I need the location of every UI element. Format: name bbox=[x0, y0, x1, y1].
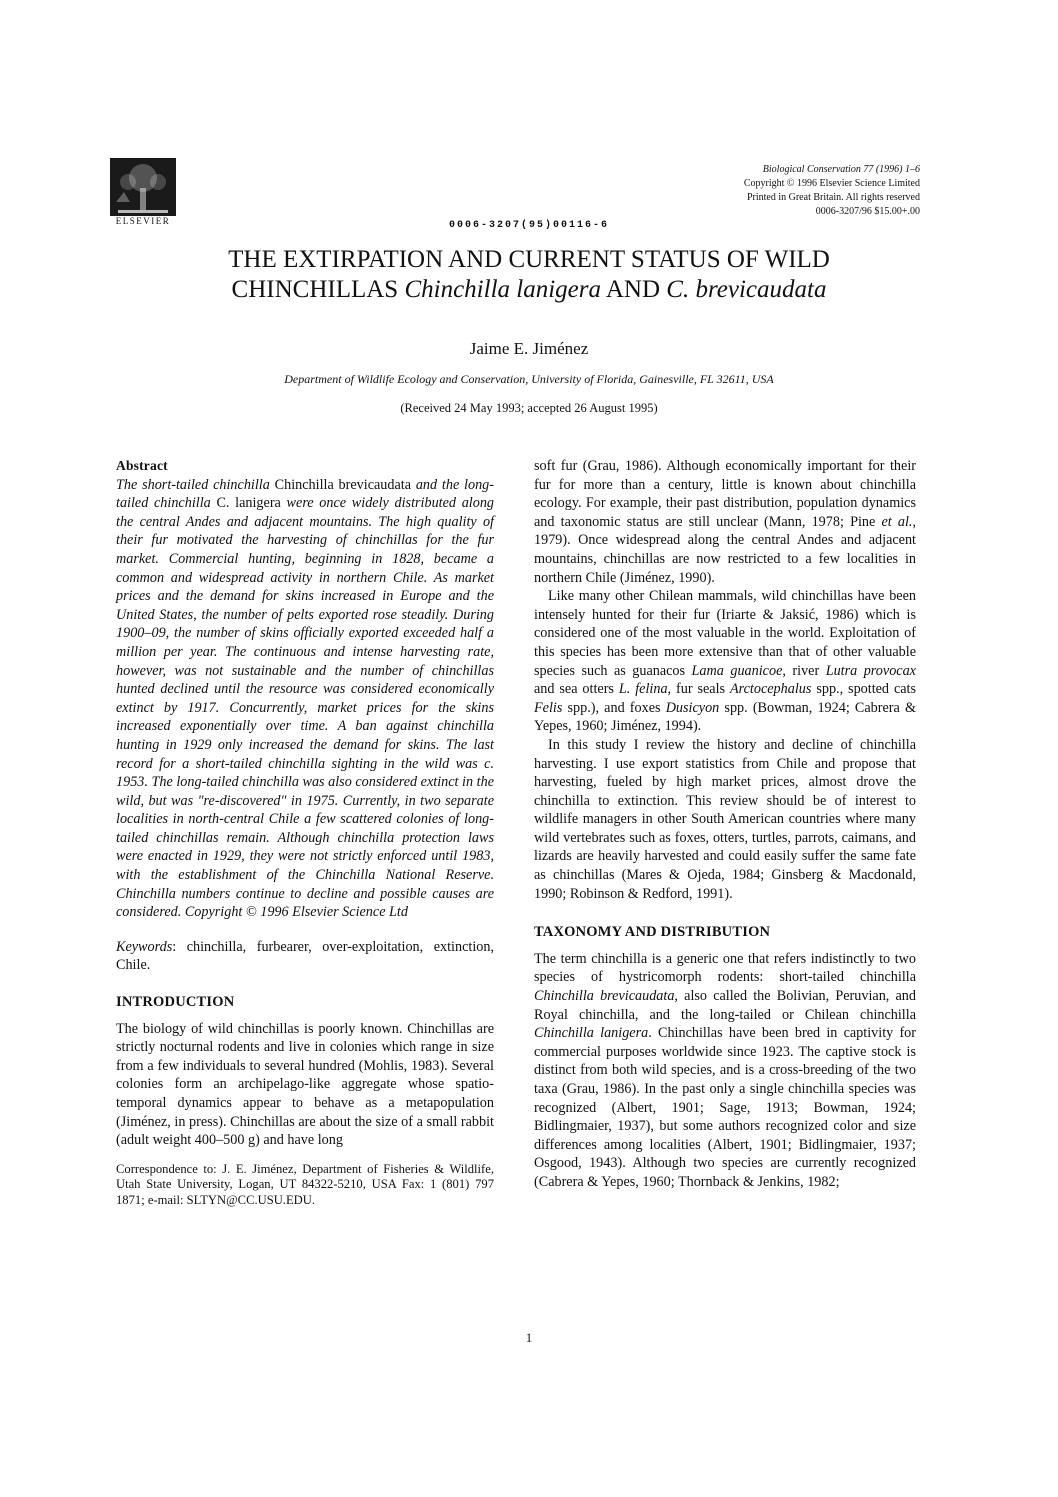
intro-p2-species-1: Lama guanicoe bbox=[691, 662, 783, 679]
intro-p2-a: Like many other Chilean mammals, wild chinchillas have been intensely hunted for their fur (Iriarte & Jaksić, 1986) which is considered one of the most valuable in the world. Exploitation of this species has been more extensive than that of other valuable species such as guanacos bbox=[534, 588, 916, 679]
right-column bbox=[534, 457, 916, 1192]
publication-info bbox=[744, 163, 920, 219]
abstract-heading: Abstract bbox=[116, 458, 168, 473]
title-species-1: Chinchilla lanigera bbox=[404, 276, 601, 303]
taxonomy-paragraph-1 bbox=[534, 950, 916, 1192]
title-species-2: C. brevicaudata bbox=[666, 276, 827, 303]
intro-p2-e: spp., spotted cats bbox=[811, 681, 917, 698]
abstract-species-2: C. lanigera bbox=[216, 495, 281, 512]
introduction-paragraph-2 bbox=[534, 587, 916, 736]
title-line-1: THE EXTIRPATION AND CURRENT STATUS OF WILD bbox=[228, 246, 830, 273]
publisher-name: ELSEVIER bbox=[115, 216, 171, 226]
title-line-2-prefix: CHINCHILLAS bbox=[231, 276, 405, 303]
correspondence-footnote: Correspondence to: J. E. Jiménez, Department of Fisheries & Wildlife, Utah State University, Logan, UT 84322-5210, USA Fax: 1 (801) 797 1871; e-mail: SLTYN@CC.USU.EDU. bbox=[116, 1161, 494, 1207]
intro-p2-c: and sea otters bbox=[534, 681, 619, 698]
taxonomy-heading: TAXONOMY AND DISTRIBUTION bbox=[534, 924, 771, 941]
abstract-species-1: Chinchilla brevicaudata bbox=[274, 476, 412, 493]
article-title bbox=[0, 245, 1058, 305]
intro-p2-species-2: Lutra provocax bbox=[825, 662, 916, 679]
taxonomy-species-2: Chinchilla lanigera bbox=[534, 1025, 649, 1042]
introduction-paragraph-1a: The biology of wild chinchillas is poorly known. Chinchillas are strictly nocturnal rodents and live in colonies which range in size from a few individuals to several hundred (Mohlis, 1983). Several colonies form an archipelago-like aggregate whose spatio-temporal dynamics appear to behave as a metapopulation (Jiménez, in press). Chinchillas are about the size of a small rabbit (adult weight 400–500 g) and have long bbox=[116, 1020, 494, 1149]
taxonomy-p1-b: , also called the Bolivian, Peruvian, and Royal chinchilla, and the long-tailed or Chilean chinchilla bbox=[534, 988, 916, 1023]
abstract-part-3: were once widely distributed along the central Andes and adjacent mountains. The high quality of their fur motivated the harvesting of chinchillas for the fur market. Commercial hunting, beginning in 1828, became a common and widespread activity in northern Chile. As market prices and the demand for skins increased in Europe and the United States, the number of pelts exported rose steadily. During 1900–09, the number of skins officially exported exceeded half a million per year. The continuous and intense harvesting rate, however, was not sustainable and the number of chinchillas hunted declined until the resource was considered economically extinct by 1917. Concurrently, market prices for the skins increased exponentially over time. A ban against chinchilla hunting in 1929 only increased the demand for skins. The last record for a short-tailed chinchilla sighting in the wild was c. 1953. The long-tailed chinchilla was also considered extinct in the wild, but was "re-discovered" in 1975. Currently, in two separate localities in north-central Chile a few scattered colonies of long-tailed chinchillas remain. Although chinchilla protection laws were enacted in 1929, they were not strictly enforced until 1983, with the establishment of the Chinchilla National Reserve. Chinchilla numbers continue to decline and possible causes are considered. Copyright © 1996 Elsevier Science Ltd bbox=[116, 495, 495, 921]
left-column bbox=[116, 457, 494, 1208]
journal-citation: Biological Conservation 77 (1996) 1–6 bbox=[762, 164, 920, 175]
intro-p1b-end: , 1979). Once widespread along the central Andes and adjacent mountains, chinchillas are now restricted to a few localities in northern Chile (Jiménez, 1990). bbox=[534, 513, 917, 586]
intro-p2-b: , river bbox=[782, 662, 826, 679]
intro-p2-species-5: Felis bbox=[534, 699, 563, 716]
introduction-heading: INTRODUCTION bbox=[116, 994, 235, 1011]
author-name: Jaime E. Jiménez bbox=[469, 339, 589, 358]
title-line-2 bbox=[0, 275, 1058, 305]
printed-line: Printed in Great Britain. All rights reserved bbox=[746, 192, 920, 203]
taxonomy-species-1: Chinchilla brevicaudata bbox=[534, 988, 675, 1005]
taxonomy-p1-c: . Chinchillas have been bred in captivity for commercial purposes worldwide since 1923. The captive stock is distinct from both wild species, and is a cross-breeding of the two taxa (Grau, 1986). In the past only a single chinchilla species was recognized (Albert, 1901; Sage, 1913; Bowman, 1924; Bidlingmaier, 1937), but some authors recognized color and size differences among localities (Albert, 1901; Bidlingmaier, 1937; Osgood, 1943). Although two species are currently recognized (Cabrera & Yepes, 1960; Thornback & Jenkins, 1982; bbox=[534, 1025, 916, 1190]
title-line-2-and: AND bbox=[601, 276, 667, 303]
keywords-text: : chinchilla, furbearer, over-exploitation, extinction, Chile. bbox=[116, 938, 494, 974]
abstract-text bbox=[116, 476, 494, 922]
copyright-line: Copyright © 1996 Elsevier Science Limited bbox=[743, 178, 920, 189]
abstract-part-1: The short-tailed chinchilla bbox=[116, 476, 275, 493]
introduction-paragraph-1b bbox=[534, 457, 916, 587]
received-dates: (Received 24 May 1993; accepted 26 August 1995) bbox=[400, 401, 658, 415]
introduction-paragraph-3: In this study I review the history and decline of chinchilla harvesting. I use export statistics from Chile and propose that harvesting, fueled by high market prices, almost drove the chinchilla to extinction. This review should be of interest to wildlife managers in other South American countries where many wild vertebrates such as foxes, otters, turtles, parrots, caimans, and lizards are heavily harvested and could easily suffer the same fate as chinchillas (Mares & Ojeda, 1984; Ginsberg & Macdonald, 1990; Robinson & Redford, 1991). bbox=[534, 736, 916, 902]
intro-p2-species-4: Arctocephalus bbox=[729, 681, 812, 698]
intro-p2-f: spp.), and foxes bbox=[562, 699, 666, 716]
intro-p2-g: spp. (Bowman, 1924; Cabrera & Yepes, 1960; Jiménez, 1994). bbox=[534, 699, 916, 735]
issn-line: 0006-3207/96 $15.00+.00 bbox=[815, 206, 920, 217]
taxonomy-p1-a: The term chinchilla is a generic one that refers indistinctly to two species of hystricomorph rodents: short-tailed chinchilla bbox=[534, 950, 916, 986]
intro-p2-d: , fur seals bbox=[667, 681, 730, 698]
intro-p1b-text: soft fur (Grau, 1986). Although economically important for their fur for more than a century, little is known about chinchilla ecology. For example, their past distribution, population dynamics and taxonomic status are still unclear (Mann, 1978; Pine bbox=[534, 458, 916, 530]
keywords-label: Keywords bbox=[116, 938, 173, 955]
intro-p2-species-6: Dusicyon bbox=[665, 699, 720, 716]
doi-code: 0006-3207(95)00116-6 bbox=[448, 220, 610, 231]
intro-p1b-etal: et al. bbox=[881, 513, 913, 530]
page-number: 1 bbox=[525, 1330, 533, 1345]
intro-p2-species-3: L. felina bbox=[618, 681, 668, 698]
keywords bbox=[116, 938, 494, 975]
abstract-part-2: and the long-tailed chinchilla bbox=[116, 476, 495, 512]
author-affiliation: Department of Wildlife Ecology and Conservation, University of Florida, Gainesville, FL 32611, USA bbox=[284, 372, 774, 386]
